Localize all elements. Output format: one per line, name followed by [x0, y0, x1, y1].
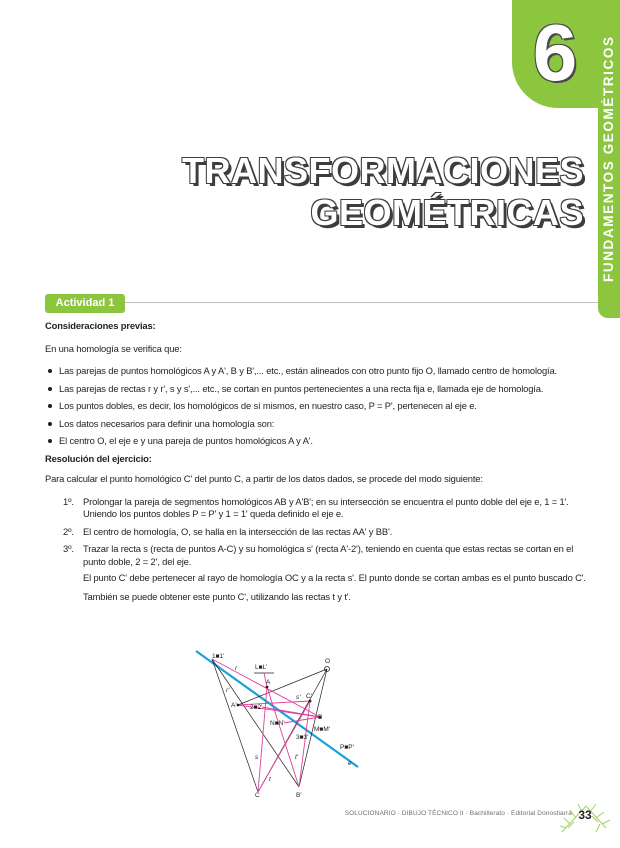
step-3-continuation-1: El punto C' debe pertenecer al rayo de homología OC y a la recta s'. El punto donde se cortan ambas es el punto buscado C'. — [83, 572, 586, 583]
step-3-continuation-2: También se puede obtener este punto C', utilizando las rectas t y t'. — [83, 590, 351, 602]
step-3 — [45, 543, 590, 603]
label-2: 2■2' — [250, 704, 263, 711]
section-rule — [45, 302, 598, 303]
label-t: t — [269, 776, 271, 783]
point-Ap — [237, 704, 240, 707]
step-1 — [45, 496, 590, 521]
heading-previous: Consideraciones previas: — [45, 320, 156, 331]
label-Bp: B' — [296, 792, 302, 799]
label-s: s — [255, 754, 259, 761]
heading-resolution: Resolución del ejercicio: — [45, 452, 152, 464]
activity-content — [45, 320, 590, 608]
label-Ap: A' — [231, 702, 237, 709]
label-O: O — [325, 658, 331, 665]
chapter-number: 6 — [532, 8, 578, 97]
activity-badge: Actividad 1 — [45, 294, 125, 313]
label-tp: t' — [295, 754, 299, 761]
step-text: Prolongar la pareja de segmentos homológicos AB y A'B'; en su intersección se encuentra el punto doble del eje e, 1 = 1'. Uniendo los puntos dobles P = P' y 1 = 1' queda definido el eje e. — [83, 495, 569, 519]
point-A — [266, 686, 269, 689]
label-3: 3■3' — [296, 734, 309, 741]
label-N: N■N' — [270, 720, 285, 727]
step-number: 2º. — [63, 525, 74, 537]
resolution-intro: Para calcular el punto homológico C' del punto C, a partir de los datos dados, se procede del modo siguiente: — [45, 473, 483, 484]
label-B: B — [318, 714, 323, 721]
step-text: El centro de homología, O, se halla en la intersección de las rectas AA' y BB'. — [83, 525, 393, 537]
line-sp — [238, 701, 310, 705]
bullet-item: Los datos necesarios para definir una homología son: — [45, 418, 590, 431]
label-A: A — [266, 679, 271, 686]
label-r: r — [235, 665, 238, 672]
bullet-item: Los puntos dobles, es decir, los homológicos de sí mismos, en nuestro caso, P = P', pertenecen al eje e. — [45, 400, 590, 413]
bullet-item: El centro O, el eje e y una pareja de puntos homológicos A y A'. — [45, 435, 590, 448]
label-M: M■M' — [314, 726, 330, 733]
line-O-Ap — [238, 669, 327, 705]
step-number: 1º. — [63, 495, 74, 507]
point-Cp — [309, 700, 312, 703]
homology-figure — [192, 647, 368, 799]
step-text: Trazar la recta s (recta de puntos A-C) y su homológica s' (recta A'-2'), teniendo en cuenta que estas rectas se cortan en el punto doble, 2 = 2', del eje. — [83, 543, 574, 567]
title-line-1: TRANSFORMACIONES — [182, 150, 584, 191]
label-e: e — [348, 760, 352, 767]
line-s — [258, 687, 267, 792]
label-Cp: C' — [306, 693, 312, 700]
bullet-item: Las parejas de puntos homológicos A y A', B y B',... etc., están alineados con otro punto fijo O, llamado centro de homología. — [45, 365, 590, 378]
intro-text: En una homología se verifica que: — [45, 342, 182, 354]
footer-text: SOLUCIONARIO · DIBUJO TÉCNICO II · Bachillerato · Editorial Donostiarra — [344, 810, 572, 817]
bullet-item: Las parejas de rectas r y r', s y s',... etc., se cortan en puntos pertenecientes a una recta fija e, llamada eje de homología. — [45, 383, 590, 396]
label-1: 1■1' — [212, 653, 225, 660]
label-P: P■P' — [340, 744, 354, 751]
page-number: 33 — [578, 808, 592, 822]
label-L: L■L' — [255, 664, 268, 671]
page-title — [182, 150, 584, 234]
label-rp: r' — [226, 687, 230, 694]
axis-line — [196, 651, 358, 767]
label-sp: s' — [296, 694, 301, 701]
title-line-2: GEOMÉTRICAS — [310, 192, 584, 233]
bullet-list — [45, 365, 590, 448]
step-2 — [45, 526, 590, 539]
step-number: 3º. — [63, 543, 74, 554]
label-C: C — [255, 792, 260, 799]
side-label: FUNDAMENTOS GEOMÉTRICOS — [601, 35, 616, 283]
